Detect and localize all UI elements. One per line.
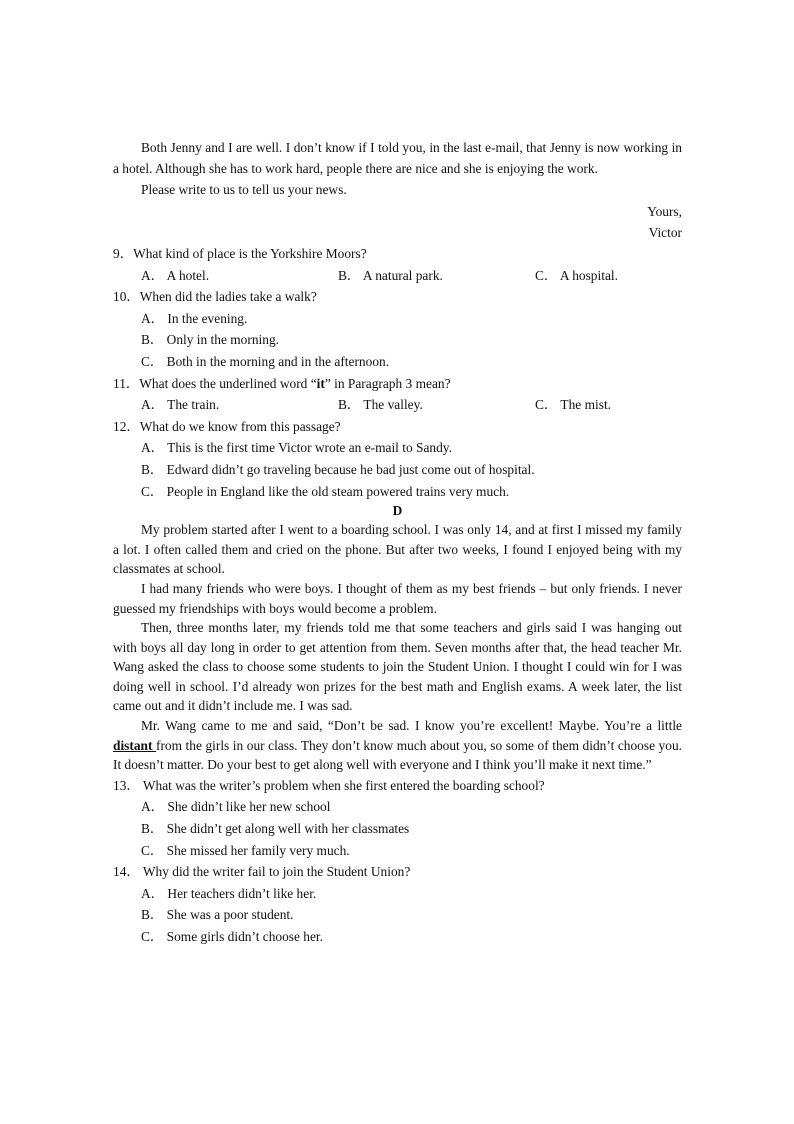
letter-paragraph: Both Jenny and I are well. I don’t know if I told you, in the last e-mail, that Jenny is now working in a hotel. Although she has to work hard, people there are nice and she is enjoying the work. bbox=[113, 140, 682, 177]
letter-closing: Yours, bbox=[647, 203, 682, 219]
question-text: What does the underlined word “ bbox=[139, 375, 317, 391]
question-12 bbox=[113, 416, 682, 438]
passage-paragraph: Then, three months later, my friends told me that some teachers and girls said I was hanging out with boys all day long in order to get attention from them. Seven months after that, the head teacher Mr. Wang asked the class to choose some students to join the Student Union. I thought I could win for I was doing well in school. I’d already won prizes for the best math and English exams. A week later, the list came out and it didn’t include me. I was sad. bbox=[113, 620, 682, 714]
question-text: What was the writer’s problem when she first entered the boarding school? bbox=[139, 777, 545, 793]
passage-text: from the girls in our class. They don’t know much about you, so some of them didn’t choose you. It doesn’t matter. Do your best to get along well with everyone and I think you’ll make it next time.” bbox=[113, 737, 682, 773]
option-c: C． People in England like the old steam powered trains very much. bbox=[141, 483, 510, 499]
question-text: What do we know from this passage? bbox=[139, 418, 341, 434]
question-number: 12． bbox=[113, 418, 140, 434]
question-number: 13． bbox=[113, 777, 140, 793]
question-9-options bbox=[113, 265, 682, 287]
passage-paragraph bbox=[113, 716, 682, 775]
document-content bbox=[113, 137, 682, 948]
question-keyword: it bbox=[316, 375, 325, 391]
option-b: B． She was a poor student. bbox=[141, 907, 294, 923]
option-b: B． Only in the morning. bbox=[141, 332, 279, 348]
letter-signature: Victor bbox=[648, 224, 682, 240]
option-a: A． The train. bbox=[141, 397, 220, 413]
option-c: C． The mist. bbox=[535, 397, 612, 413]
passage-text: Mr. Wang came to me and said, “Don’t be sad. I know you’re excellent! Maybe. You’re a little bbox=[141, 718, 682, 734]
question-9 bbox=[113, 243, 682, 265]
question-13 bbox=[113, 775, 682, 797]
option-c: C． A hospital. bbox=[535, 267, 618, 283]
question-number: 11． bbox=[113, 375, 140, 391]
question-number: 10． bbox=[113, 289, 140, 305]
question-11-options bbox=[113, 394, 682, 416]
question-11 bbox=[113, 373, 682, 395]
question-number: 14． bbox=[113, 864, 140, 880]
question-number: 9． bbox=[113, 246, 134, 262]
question-text: What kind of place is the Yorkshire Moors? bbox=[133, 246, 367, 262]
option-b: B． The valley. bbox=[338, 397, 423, 413]
section-heading: D bbox=[392, 503, 403, 519]
passage-paragraph: My problem started after I went to a boarding school. I was only 14, and at first I missed my family a lot. I often called them and cried on the phone. But after two weeks, I found I enjoyed being with my classmates at school. bbox=[113, 522, 682, 577]
passage-paragraph: I had many friends who were boys. I thought of them as my best friends – but only friends. I never guessed my friendships with boys would become a problem. bbox=[113, 580, 682, 616]
option-a: A． Her teachers didn’t like her. bbox=[141, 885, 317, 901]
option-c: C． She missed her family very much. bbox=[141, 842, 350, 858]
question-text: Why did the writer fail to join the Student Union? bbox=[139, 864, 411, 880]
option-a: A． A hotel. bbox=[141, 267, 210, 283]
letter-paragraph: Please write to us to tell us your news. bbox=[141, 182, 347, 198]
question-14 bbox=[113, 861, 682, 883]
option-c: C． Some girls didn’t choose her. bbox=[141, 929, 324, 945]
option-a: A． This is the first time Victor wrote an e-mail to Sandy. bbox=[141, 440, 452, 456]
option-a: A． She didn’t like her new school bbox=[141, 799, 331, 815]
option-b: B． She didn’t get along well with her classmates bbox=[141, 821, 410, 837]
option-a: A． In the evening. bbox=[141, 310, 248, 326]
question-text: When did the ladies take a walk? bbox=[139, 289, 317, 305]
question-10 bbox=[113, 286, 682, 308]
option-b: B． A natural park. bbox=[338, 267, 443, 283]
question-text: ” in Paragraph 3 mean? bbox=[324, 375, 451, 391]
option-c: C． Both in the morning and in the afternoon. bbox=[141, 353, 390, 369]
underlined-word: distant bbox=[113, 737, 156, 753]
option-b: B． Edward didn’t go traveling because he bad just come out of hospital. bbox=[141, 461, 535, 477]
